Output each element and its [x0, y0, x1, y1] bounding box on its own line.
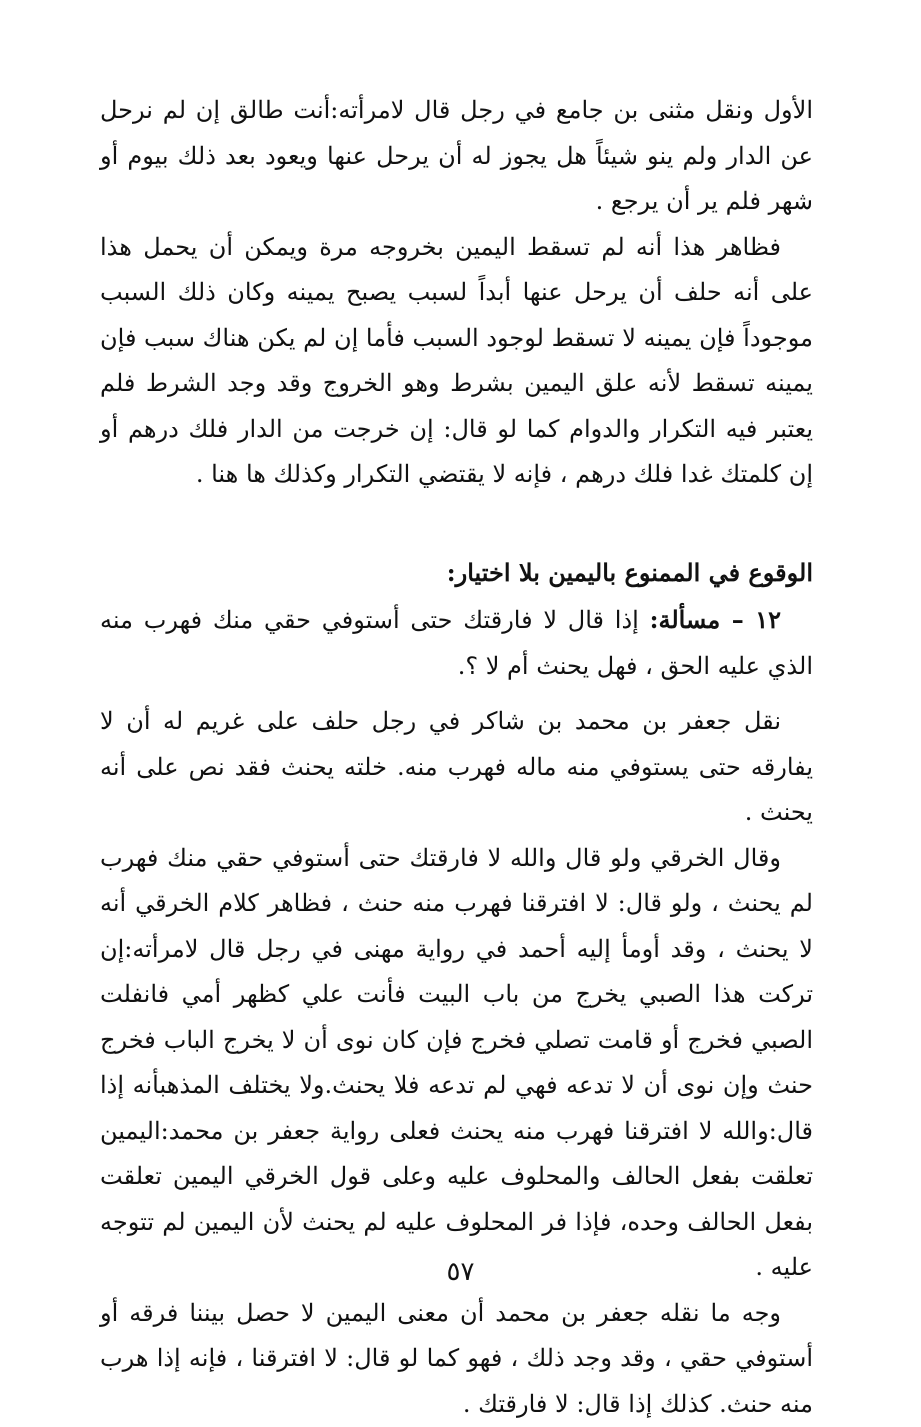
section-heading: الوقوع في الممنوع باليمين بلا اختيار:: [100, 550, 813, 596]
paragraph-1: الأول ونقل مثنى بن جامع في رجل قال لامرأته:أنت طالق إن لم نرحل عن الدار ولم ينو شيئاً هل يجوز له أن يرحل عنها ويعود بعد ذلك بيوم أو شهر فلم ير أن يرجع .: [100, 88, 813, 225]
issue-number: ١٢ – مسألة:: [650, 605, 781, 634]
paragraph-5: وجه ما نقله جعفر بن محمد أن معنى اليمين لا حصل بيننا فرقه أو أستوفي حقي ، وقد وجد ذلك ، فهو كما لو قال: لا افترقنا ، فإنه إذا هرب منه حنث. كذلك إذا قال: لا فارقتك .: [100, 1291, 813, 1427]
page-number: ٥٧: [0, 1257, 921, 1287]
paragraph-3: نقل جعفر بن محمد بن شاكر في رجل حلف على غريم له أن لا يفارقه حتى يستوفي منه ماله فهرب منه. خلته يحنث فقد نص على أنه يحنث .: [100, 699, 813, 836]
issue-statement: [100, 597, 813, 689]
paragraph-2: فظاهر هذا أنه لم تسقط اليمين بخروجه مرة ويمكن أن يحمل هذا على أنه حلف أن يرحل عنها أبداً لسبب يصبح يمينه وكان ذلك السبب موجوداً فإن يمينه لا تسقط لوجود السبب فأما إن لم يكن هناك سبب فإن يمينه تسقط لأنه علق اليمين بشرط وهو الخروج وقد وجد الشرط فلم يعتبر فيه التكرار والدوام كما لو قال: إن خرجت من الدار فلك درهم أو إن كلمتك غدا فلك درهم ، فإنه لا يقتضي التكرار وكذلك ها هنا .: [100, 225, 813, 498]
issue-text: إذا قال لا فارقتك حتى أستوفي حقي منك فهرب منه الذي عليه الحق ، فهل يحنث أم لا ؟.: [100, 606, 813, 680]
page-body: [100, 88, 813, 1427]
paragraph-4: وقال الخرقي ولو قال والله لا فارقتك حتى أستوفي حقي منك فهرب لم يحنث ، ولو قال: لا افترقنا فهرب منه حنث ، فظاهر كلام الخرقي أنه لا يحنث ، وقد أومأ إليه أحمد في رواية مهنى في رجل قال لامرأته:إن تركت هذا الصبي يخرج من باب البيت فأنت علي كظهر أمي فانفلت الصبي فخرج أو قامت تصلي فخرج فإن كان نوى أن لا يخرج الباب فخرج حنث وإن نوى أن لا تدعه فهي لم تدعه فلا يحنث.ولا يختلف المذهبأنه إذا قال:والله لا افترقنا فهرب منه يحنث فعلى رواية جعفر بن محمد:اليمين تعلقت بفعل الحالف والمحلوف عليه وعلى قول الخرقي اليمين تعلقت بفعل الحالف وحده، فإذا فر المحلوف عليه لم يحنث لأن اليمين لم تتوجه عليه .: [100, 836, 813, 1291]
